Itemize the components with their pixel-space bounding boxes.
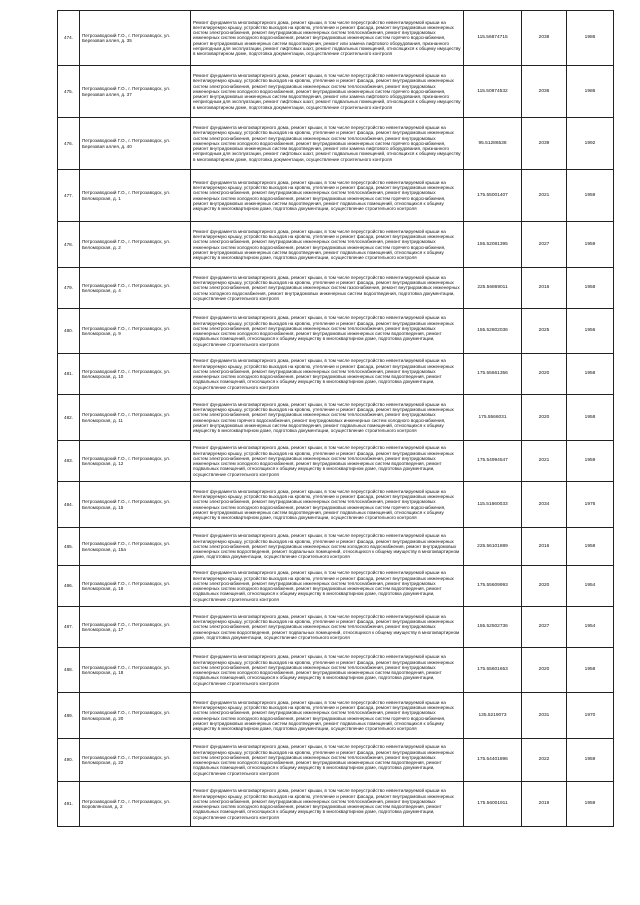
row-number: 489. <box>58 693 80 739</box>
built-year-cell: 1959 <box>567 739 614 782</box>
works-cell: Ремонт фундамента многоквартирного дома, ремонт крыши, в том числе переустройство невентилируемой крыши на вентилируемую крышу, устройство выходов на кровлю, утепление и ремонт фасада, ремонт внутридомовых инженерных систем электроснабжения, ремонт внутридомовых инженерных систем теплоснабжения, ремонт внутридомовых инженерных систем холодного водоснабжения, ремонт внутридомовых инженерных систем горячего водоснабжения, ремонт внутридомовых инженерных систем водоотведения, ремонт подвальных помещений, относящихся к общему имуществу в многоквартирном доме, подготовка документации, осуществление строительного контроля <box>191 693 464 739</box>
built-year-cell: 1958 <box>567 528 614 566</box>
address-cell: Петрозаводский Г.О., г. Петрозаводск, ул. Беломорская, д. 2 <box>80 222 191 268</box>
works-cell: Ремонт фундамента многоквартирного дома, ремонт крыши, в том числе переустройство невентилируемой крыши на вентилируемую крышу, устройство выходов на кровлю, утепление и ремонт фасада, ремонт внутридомовых инженерных систем электроснабжения, ремонт внутридомовых инженерных систем теплоснабжения, ремонт внутридомовых инженерных систем холодного водоснабжения, ремонт внутридомовых инженерных систем горячего водоснабжения, ремонт внутридомовых инженерных систем водоотведения, ремонт подвальных помещений, относящихся к общему имуществу в многоквартирном доме, подготовка документации, осуществление строительного контроля <box>191 170 464 222</box>
cost-cell: 155.52802036 <box>464 309 522 354</box>
row-number: 481. <box>58 354 80 395</box>
planned-year-cell: 2021 <box>522 170 567 222</box>
table-row <box>58 739 614 782</box>
cost-cell: 135.5219073 <box>464 693 522 739</box>
cost-cell: 175.55661356 <box>464 354 522 395</box>
built-year-cell: 1959 <box>567 441 614 482</box>
row-number: 487. <box>58 607 80 648</box>
built-year-cell: 1959 <box>567 170 614 222</box>
planned-year-cell: 2021 <box>522 441 567 482</box>
row-number: 491. <box>58 782 80 827</box>
cost-cell: 155.52081395 <box>464 222 522 268</box>
built-year-cell: 1958 <box>567 354 614 395</box>
built-year-cell: 1970 <box>567 693 614 739</box>
cost-cell: 175.5566031 <box>464 395 522 441</box>
document-page <box>57 10 613 827</box>
cost-cell: 175.56001911 <box>464 782 522 827</box>
built-year-cell: 1958 <box>567 395 614 441</box>
works-cell: Ремонт фундамента многоквартирного дома, ремонт крыши, в том числе переустройство невентилируемой крыши на вентилируемую крышу, устройство выходов на кровлю, утепление и ремонт фасада, ремонт внутридомовых инженерных систем электроснабжения, ремонт внутридомовых инженерных систем теплоснабжения, ремонт внутридомовых инженерных систем холодного водоснабжения, ремонт внутридомовых инженерных систем водоотведения, ремонт подвальных помещений, относящихся к общему имуществу в многоквартирном доме, подготовка документации, осуществление строительного контроля <box>191 309 464 354</box>
address-cell: Петрозаводский Г.О., г. Петрозаводск, ул. Березовая аллея, д. 37 <box>80 66 191 118</box>
row-number: 477. <box>58 170 80 222</box>
table-body <box>58 11 614 827</box>
works-cell: Ремонт фундамента многоквартирного дома, ремонт крыши, в том числе переустройство невентилируемой крыши на вентилируемую крышу, устройство выходов на кровлю, утепление и ремонт фасада, ремонт внутридомовых инженерных систем электроснабжения, ремонт внутридомовых инженерных систем теплоснабжения, ремонт внутридомовых инженерных систем холодного водоснабжения, ремонт внутридомовых инженерных систем горячего водоснабжения, ремонт внутридомовых инженерных систем водоотведения, ремонт или замена лифтового оборудования, признанного непригодным для эксплуатации, ремонт лифтовых шахт, ремонт подвальных помещений, относящихся к общему имуществу в многоквартирном доме, подготовка документации, осуществление строительного контроля <box>191 118 464 170</box>
address-cell: Петрозаводский Г.О., г. Петрозаводск, ул. Беломорская, д. 15 <box>80 482 191 528</box>
address-cell: Петрозаводский Г.О., г. Петрозаводск, ул. Боровлянская, д. 2 <box>80 782 191 827</box>
works-cell: Ремонт фундамента многоквартирного дома, ремонт крыши, в том числе переустройство невентилируемой крыши на вентилируемую крышу, устройство выходов на кровлю, утепление и ремонт фасада, ремонт внутридомовых инженерных систем электроснабжения, ремонт внутридомовых инженерных систем теплоснабжения, ремонт внутридомовых инженерных систем холодного водоснабжения, ремонт внутридомовых инженерных систем водоотведения, ремонт подвальных помещений, относящихся к общему имуществу в многоквартирном доме, подготовка документации, осуществление строительного контроля <box>191 648 464 693</box>
table-row <box>58 309 614 354</box>
works-cell: Ремонт фундамента многоквартирного дома, ремонт крыши, в том числе переустройство невентилируемой крыши на вентилируемую крышу, устройство выходов на кровлю, утепление и ремонт фасада, ремонт внутридомовых инженерных систем электроснабжения, ремонт внутридомовых инженерных систем теплоснабжения, ремонт внутридомовых инженерных систем холодного водоснабжения, ремонт внутридомовых инженерных систем водоотведения, ремонт подвальных помещений, относящихся к общему имуществу в многоквартирном доме, подготовка документации, осуществление строительного контроля <box>191 441 464 482</box>
cost-cell: 175.55609993 <box>464 566 522 607</box>
cost-cell: 225.56101889 <box>464 528 522 566</box>
built-year-cell: 1956 <box>567 309 614 354</box>
address-cell: Петрозаводский Г.О., г. Петрозаводск, ул. Беломорская, д. 12 <box>80 441 191 482</box>
address-cell: Петрозаводский Г.О., г. Петрозаводск, ул. Беломорская, д. 11 <box>80 395 191 441</box>
cost-cell: 175.55601653 <box>464 648 522 693</box>
works-cell: Ремонт фундамента многоквартирного дома, ремонт крыши, в том числе переустройство невентилируемой крыши на вентилируемую крышу, устройство выходов на кровлю, утепление и ремонт фасада, ремонт внутридомовых инженерных систем электроснабжения, ремонт внутридомовых инженерных систем газоснабжения, ремонт внутридомовых инженерных систем холодного водоснабжения, ремонт внутридомовых инженерных систем водоотведения, подготовка документации, осуществление строительного контроля <box>191 268 464 309</box>
planned-year-cell: 2016 <box>522 528 567 566</box>
row-number: 474. <box>58 11 80 66</box>
table-row <box>58 170 614 222</box>
row-number: 488. <box>58 648 80 693</box>
address-cell: Петрозаводский Г.О., г. Петрозаводск, ул. Беломорская, д. 16 <box>80 566 191 607</box>
table-row <box>58 782 614 827</box>
planned-year-cell: 2020 <box>522 395 567 441</box>
row-number: 485. <box>58 528 80 566</box>
built-year-cell: 1976 <box>567 482 614 528</box>
table-row <box>58 528 614 566</box>
table-row <box>58 482 614 528</box>
table-row <box>58 607 614 648</box>
table-row <box>58 441 614 482</box>
address-cell: Петрозаводский Г.О., г. Петрозаводск, ул. Беломорская, д. 10 <box>80 354 191 395</box>
works-cell: Ремонт фундамента многоквартирного дома, ремонт крыши, в том числе переустройство невентилируемой крыши на вентилируемую крышу, устройство выходов на кровлю, утепление и ремонт фасада, ремонт внутридомовых инженерных систем электроснабжения, ремонт внутридомовых инженерных систем теплоснабжения, ремонт внутридомовых инженерных систем холодного водоснабжения, ремонт внутридомовых инженерных систем водоотведения, ремонт подвальных помещений, относящихся к общему имуществу в многоквартирном доме, подготовка документации, осуществление строительного контроля <box>191 739 464 782</box>
table-row <box>58 268 614 309</box>
cost-cell: 95.51286538 <box>464 118 522 170</box>
built-year-cell: 1992 <box>567 118 614 170</box>
table-row <box>58 354 614 395</box>
planned-year-cell: 2020 <box>522 354 567 395</box>
works-cell: Ремонт фундамента многоквартирного дома, ремонт крыши, в том числе переустройство невентилируемой крыши на вентилируемую крышу, устройство выходов на кровлю, утепление и ремонт фасада, ремонт внутридомовых инженерных систем электроснабжения, ремонт внутридомовых инженерных систем теплоснабжения, ремонт внутридомовых инженерных систем холодного водоснабжения, ремонт внутридомовых инженерных систем горячего водоснабжения, ремонт внутридомовых инженерных систем водоотведения, ремонт подвальных помещений, относящихся к общему имуществу в многоквартирном доме, подготовка документации, осуществление строительного контроля <box>191 482 464 528</box>
built-year-cell: 1986 <box>567 11 614 66</box>
capital-repair-table <box>57 10 614 827</box>
planned-year-cell: 2027 <box>522 222 567 268</box>
cost-cell: 155.52502736 <box>464 607 522 648</box>
table-row <box>58 66 614 118</box>
address-cell: Петрозаводский Г.О., г. Петрозаводск, ул. Беломорская, д. 18 <box>80 648 191 693</box>
cost-cell: 175.54994547 <box>464 441 522 482</box>
planned-year-cell: 2025 <box>522 309 567 354</box>
works-cell: Ремонт фундамента многоквартирного дома, ремонт крыши, в том числе переустройство невентилируемой крыши на вентилируемую крышу, устройство выходов на кровлю, утепление и ремонт фасада, ремонт внутридомовых инженерных систем электроснабжения, ремонт внутридомовых инженерных систем холодного водоснабжения, ремонт внутридомовых инженерных систем водоотведения, ремонт подвальных помещений, относящихся к общему имуществу в многоквартирном доме, подготовка документации, осуществление строительного контроля <box>191 528 464 566</box>
planned-year-cell: 2019 <box>522 782 567 827</box>
works-cell: Ремонт фундамента многоквартирного дома, ремонт крыши, в том числе переустройство невентилируемой крыши на вентилируемую крышу, устройство выходов на кровлю, утепление и ремонт фасада, ремонт внутридомовых инженерных систем электроснабжения, ремонт внутридомовых инженерных систем теплоснабжения, ремонт внутридомовых инженерных систем горячего водоснабжения, ремонт внутридомовых инженерных систем холодного водоснабжения, ремонт внутридомовых инженерных систем водоотведения, ремонт подвальных помещений, относящихся к общему имуществу в многоквартирном доме, подготовка документации, осуществление строительного контроля <box>191 395 464 441</box>
cost-cell: 225.56869011 <box>464 268 522 309</box>
row-number: 475. <box>58 66 80 118</box>
works-cell: Ремонт фундамента многоквартирного дома, ремонт крыши, в том числе переустройство невентилируемой крыши на вентилируемую крышу, устройство выходов на кровлю, утепление и ремонт фасада, ремонт внутридомовых инженерных систем электроснабжения, ремонт внутридомовых инженерных систем теплоснабжения, ремонт внутридомовых инженерных систем водоотведения, ремонт подвальных помещений, относящихся к общему имуществу в многоквартирном доме, подготовка документации, осуществление строительного контроля <box>191 607 464 648</box>
row-number: 478. <box>58 222 80 268</box>
built-year-cell: 1954 <box>567 607 614 648</box>
table-row <box>58 222 614 268</box>
table-row <box>58 11 614 66</box>
address-cell: Петрозаводский Г.О., г. Петрозаводск, ул. Беломорская, д. 15а <box>80 528 191 566</box>
built-year-cell: 1958 <box>567 268 614 309</box>
row-number: 482. <box>58 395 80 441</box>
address-cell: Петрозаводский Г.О., г. Петрозаводск, ул. Беломорская, д. 17 <box>80 607 191 648</box>
built-year-cell: 1958 <box>567 648 614 693</box>
planned-year-cell: 2034 <box>522 482 567 528</box>
row-number: 480. <box>58 309 80 354</box>
address-cell: Петрозаводский Г.О., г. Петрозаводск, ул. Беломорская, д. 1 <box>80 170 191 222</box>
row-number: 479. <box>58 268 80 309</box>
address-cell: Петрозаводский Г.О., г. Петрозаводск, ул. Беломорская, д. 9 <box>80 309 191 354</box>
works-cell: Ремонт фундамента многоквартирного дома, ремонт крыши, в том числе переустройство невентилируемой крыши на вентилируемую крышу, устройство выходов на кровлю, утепление и ремонт фасада, ремонт внутридомовых инженерных систем электроснабжения, ремонт внутридомовых инженерных систем теплоснабжения, ремонт внутридомовых инженерных систем холодного водоснабжения, ремонт внутридомовых инженерных систем горячего водоснабжения, ремонт внутридомовых инженерных систем водоотведения, ремонт или замена лифтового оборудования, признанного непригодным для эксплуатации, ремонт лифтовых шахт, ремонт подвальных помещений, относящихся к общему имуществу в многоквартирном доме, подготовка документации, осуществление строительного контроля <box>191 66 464 118</box>
works-cell: Ремонт фундамента многоквартирного дома, ремонт крыши, в том числе переустройство невентилируемой крыши на вентилируемую крышу, устройство выходов на кровлю, утепление и ремонт фасада, ремонт внутридомовых инженерных систем электроснабжения, ремонт внутридомовых инженерных систем теплоснабжения, ремонт внутридомовых инженерных систем холодного водоснабжения, ремонт внутридомовых инженерных систем водоотведения, ремонт подвальных помещений, относящихся к общему имуществу в многоквартирном доме, подготовка документации, осуществление строительного контроля <box>191 782 464 827</box>
built-year-cell: 1959 <box>567 222 614 268</box>
cost-cell: 175.55001407 <box>464 170 522 222</box>
works-cell: Ремонт фундамента многоквартирного дома, ремонт крыши, в том числе переустройство невентилируемой крыши на вентилируемую крышу, устройство выходов на кровлю, утепление и ремонт фасада, ремонт внутридомовых инженерных систем электроснабжения, ремонт внутридомовых инженерных систем теплоснабжения, ремонт внутридомовых инженерных систем холодного водоснабжения, ремонт внутридомовых инженерных систем водоотведения, ремонт подвальных помещений, относящихся к общему имуществу в многоквартирном доме, подготовка документации, осуществление строительного контроля <box>191 566 464 607</box>
address-cell: Петрозаводский Г.О., г. Петрозаводск, ул. Березовая аллея, д. 40 <box>80 118 191 170</box>
works-cell: Ремонт фундамента многоквартирного дома, ремонт крыши, в том числе переустройство невентилируемой крыши на вентилируемую крышу, устройство выходов на кровлю, утепление и ремонт фасада, ремонт внутридомовых инженерных систем электроснабжения, ремонт внутридомовых инженерных систем теплоснабжения, ремонт внутридомовых инженерных систем холодного водоснабжения, ремонт внутридомовых инженерных систем горячего водоснабжения, ремонт внутридомовых инженерных систем водоотведения, ремонт подвальных помещений, относящихся к общему имуществу в многоквартирном доме, подготовка документации, осуществление строительного контроля <box>191 222 464 268</box>
cost-cell: 175.54401896 <box>464 739 522 782</box>
row-number: 476. <box>58 118 80 170</box>
planned-year-cell: 2039 <box>522 118 567 170</box>
planned-year-cell: 2016 <box>522 268 567 309</box>
table-row <box>58 118 614 170</box>
cost-cell: 115.50874532 <box>464 66 522 118</box>
built-year-cell: 1954 <box>567 566 614 607</box>
planned-year-cell: 2027 <box>522 607 567 648</box>
table-row <box>58 648 614 693</box>
planned-year-cell: 2038 <box>522 11 567 66</box>
works-cell: Ремонт фундамента многоквартирного дома, ремонт крыши, в том числе переустройство невентилируемой крыши на вентилируемую крышу, устройство выходов на кровлю, утепление и ремонт фасада, ремонт внутридомовых инженерных систем электроснабжения, ремонт внутридомовых инженерных систем теплоснабжения, ремонт внутридомовых инженерных систем холодного водоснабжения, ремонт внутридомовых инженерных систем горячего водоснабжения, ремонт внутридомовых инженерных систем водоотведения, ремонт или замена лифтового оборудования, признанного непригодным для эксплуатации, ремонт лифтовых шахт, ремонт подвальных помещений, относящихся к общему имуществу в многоквартирном доме, подготовка документации, осуществление строительного контроля <box>191 11 464 66</box>
planned-year-cell: 2020 <box>522 648 567 693</box>
planned-year-cell: 2036 <box>522 66 567 118</box>
address-cell: Петрозаводский Г.О., г. Петрозаводск, ул. Березовая аллея, д. 35 <box>80 11 191 66</box>
cost-cell: 115.56874715 <box>464 11 522 66</box>
table-row <box>58 395 614 441</box>
built-year-cell: 1959 <box>567 782 614 827</box>
row-number: 486. <box>58 566 80 607</box>
works-cell: Ремонт фундамента многоквартирного дома, ремонт крыши, в том числе переустройство невентилируемой крыши на вентилируемую крышу, устройство выходов на кровлю, утепление и ремонт фасада, ремонт внутридомовых инженерных систем электроснабжения, ремонт внутридомовых инженерных систем теплоснабжения, ремонт внутридомовых инженерных систем холодного водоснабжения, ремонт внутридомовых инженерных систем водоотведения, ремонт подвальных помещений, относящихся к общему имуществу в многоквартирном доме, подготовка документации, осуществление строительного контроля <box>191 354 464 395</box>
planned-year-cell: 2020 <box>522 566 567 607</box>
planned-year-cell: 2031 <box>522 693 567 739</box>
cost-cell: 115.51660033 <box>464 482 522 528</box>
row-number: 490. <box>58 739 80 782</box>
address-cell: Петрозаводский Г.О., г. Петрозаводск, ул. Беломорская, д. 20 <box>80 693 191 739</box>
table-row <box>58 693 614 739</box>
planned-year-cell: 2022 <box>522 739 567 782</box>
table-row <box>58 566 614 607</box>
row-number: 484. <box>58 482 80 528</box>
address-cell: Петрозаводский Г.О., г. Петрозаводск, ул. Беломорская, д. 22 <box>80 739 191 782</box>
row-number: 483. <box>58 441 80 482</box>
address-cell: Петрозаводский Г.О., г. Петрозаводск, ул. Беломорская, д. 4 <box>80 268 191 309</box>
built-year-cell: 1986 <box>567 66 614 118</box>
